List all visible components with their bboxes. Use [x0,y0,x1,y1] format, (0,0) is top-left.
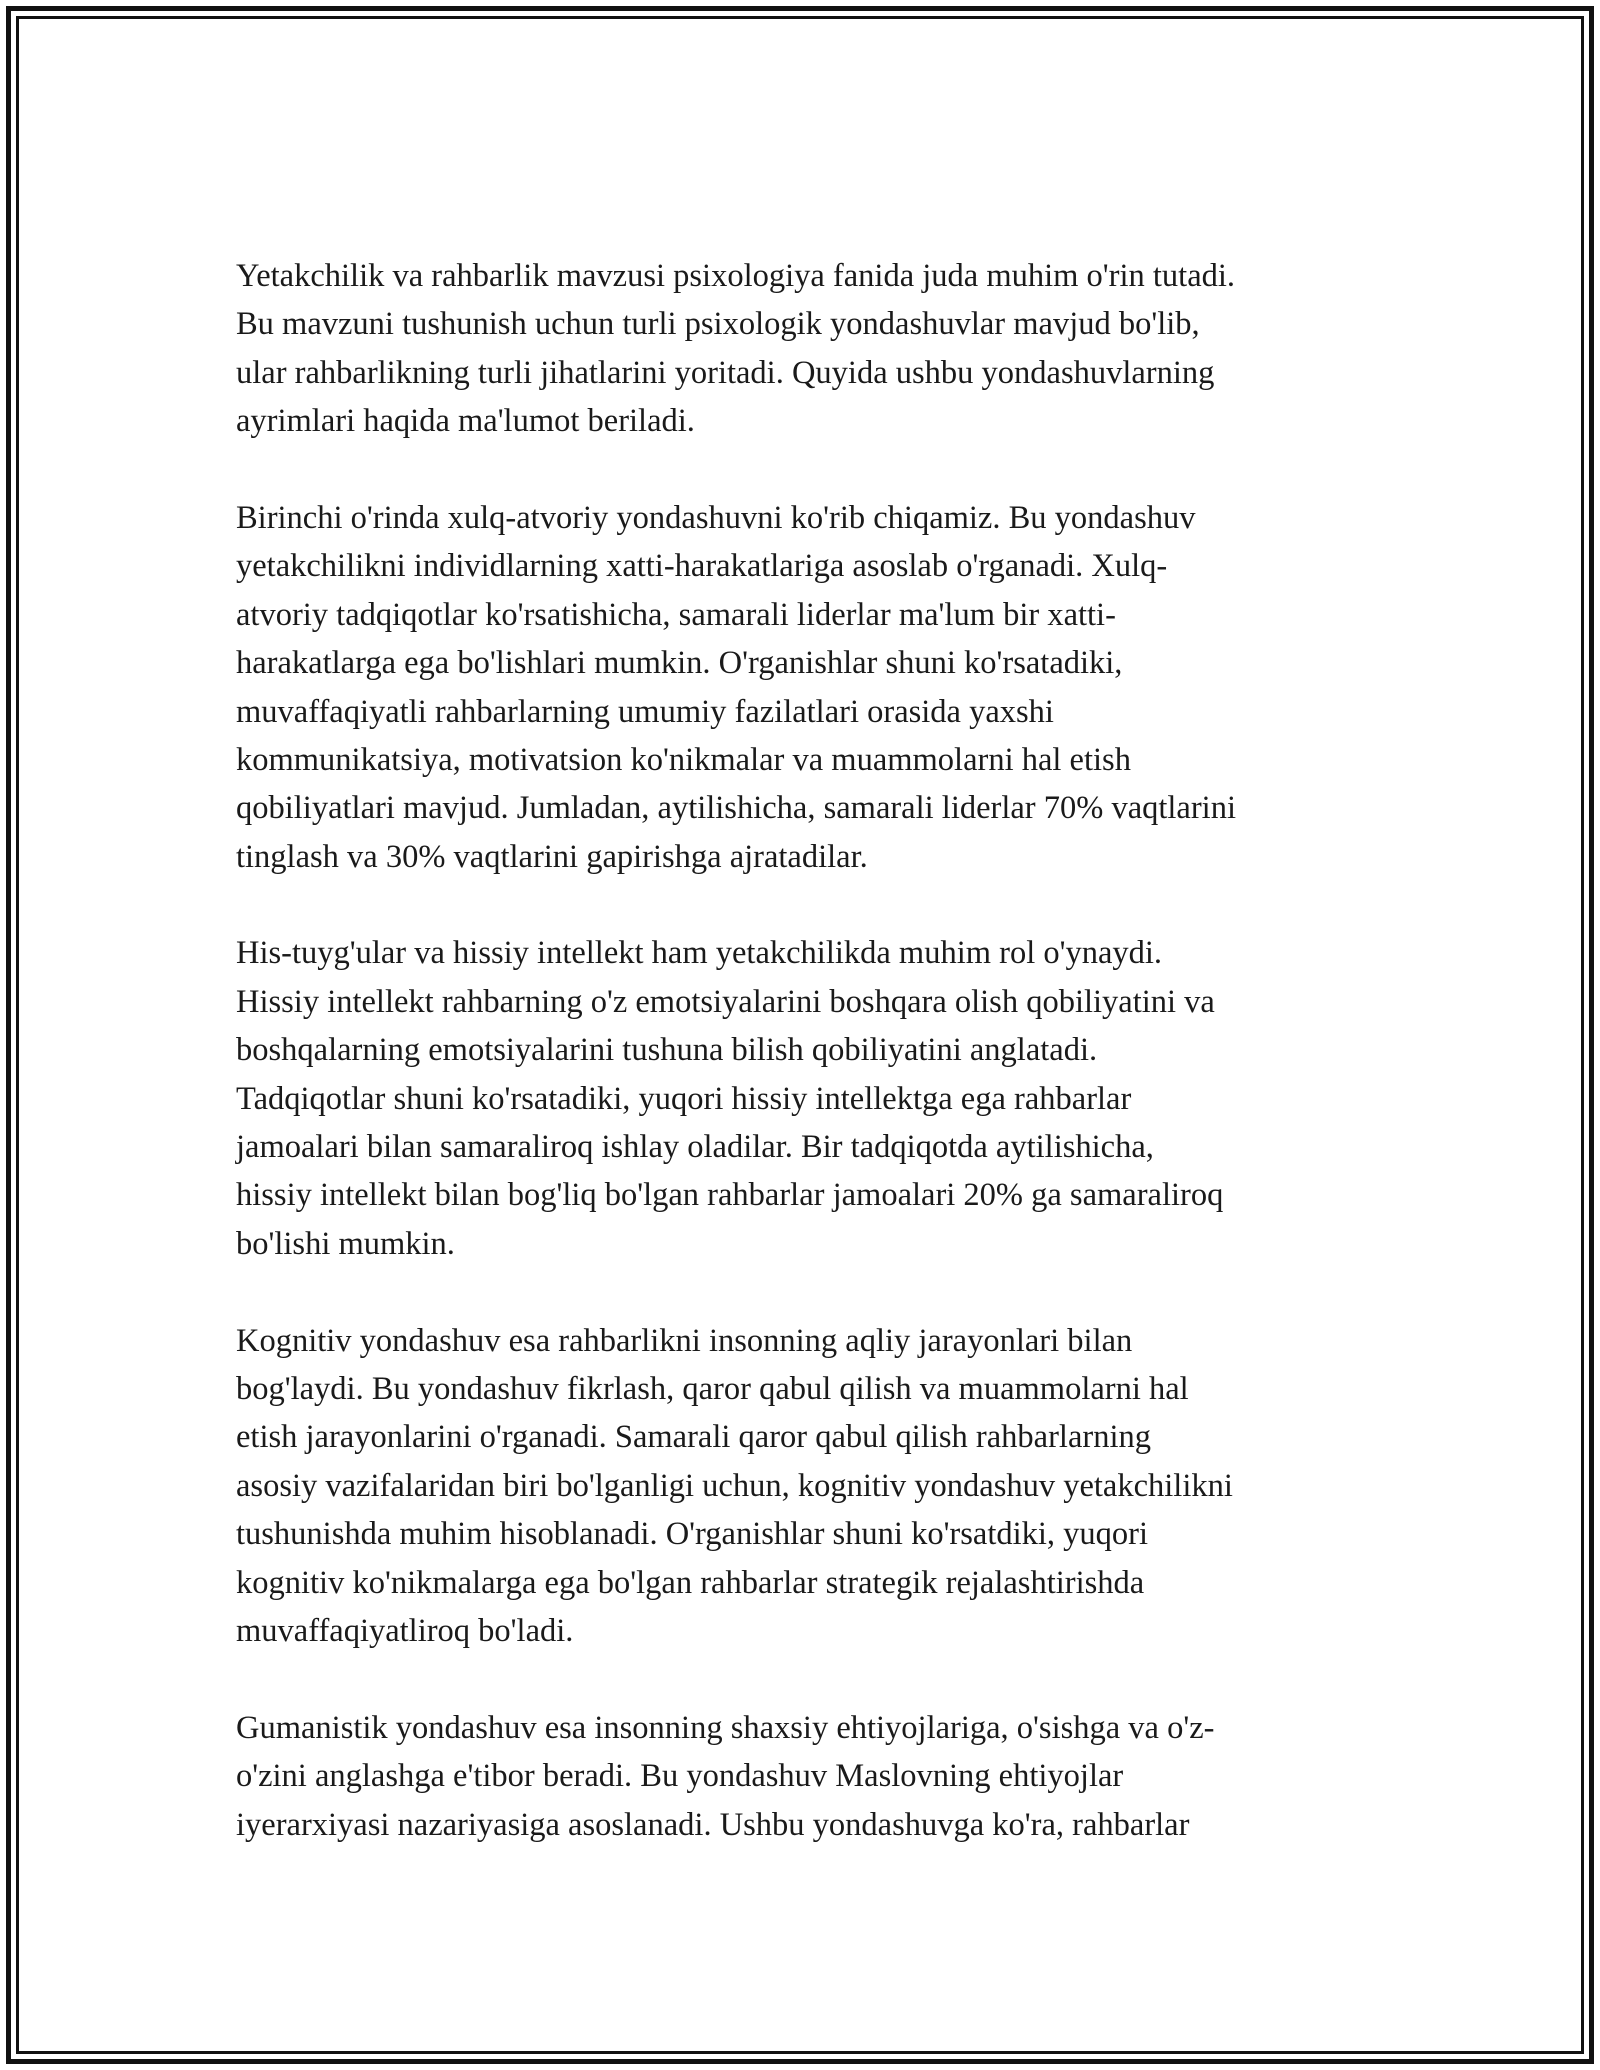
paragraph-intro [236,252,1376,446]
paragraph-emotional [236,929,1376,1268]
paragraph-cognitive [236,1317,1376,1656]
paragraph-humanistic [236,1704,1376,1849]
text-line: ayrimlari haqida ma'lumot beriladi. [236,403,695,440]
text-line: etish jarayonlarini o'rganadi. Samarali qaror qabul qilish rahbarlarning [236,1419,1151,1456]
text-line: tinglash va 30% vaqtlarini gapirishga ajratadilar. [236,838,868,875]
text-line: tushunishda muhim hisoblanadi. O'rganishlar shuni ko'rsatdiki, yuqori [236,1516,1149,1553]
text-line: hissiy intellekt bilan bog'liq bo'lgan rahbarlar jamoalari 20% ga samaraliroq [236,1177,1224,1214]
text-line: bo'lishi mumkin. [236,1225,455,1262]
text-line: jamoalari bilan samaraliroq ishlay oladilar. Bir tadqiqotda aytilishicha, [236,1129,1154,1166]
text-line: Kognitiv yondashuv esa rahbarlikni insonning aqliy jarayonlari bilan [236,1322,1133,1359]
text-line: Gumanistik yondashuv esa insonning shaxsiy ehtiyojlariga, o'sishga va o'z- [236,1709,1215,1746]
text-line: qobiliyatlari mavjud. Jumladan, aytilishicha, samarali liderlar 70% vaqtlarini [236,790,1236,827]
text-line: atvoriy tadqiqotlar ko'rsatishicha, samarali liderlar ma'lum bir xatti- [236,596,1116,633]
text-line: Bu mavzuni tushunish uchun turli psixologik yondashuvlar mavjud bo'lib, [236,306,1200,343]
text-line: Hissiy intellekt rahbarning o'z emotsiyalarini boshqara olish qobiliyatini va [236,983,1215,1020]
text-line: Tadqiqotlar shuni ko'rsatadiki, yuqori hissiy intellektga ega rahbarlar [236,1080,1132,1117]
text-line: Yetakchilik va rahbarlik mavzusi psixologiya fanida juda muhim o'rin tutadi. [236,258,1236,294]
text-line: muvaffaqiyatliroq bo'ladi. [236,1612,574,1649]
document-body [236,252,1376,1897]
text-line: harakatlarga ega bo'lishlari mumkin. O'rganishlar shuni ko'rsatadiki, [236,645,1123,682]
text-line: iyerarxiyasi nazariyasiga asoslanadi. Ushbu yondashuvga ko'ra, rahbarlar [236,1806,1190,1843]
text-line: kommunikatsiya, motivatsion ko'nikmalar va muammolarni hal etish [236,741,1131,778]
text-line: Birinchi o'rinda xulq-atvoriy yondashuvni ko'rib chiqamiz. Bu yondashuv [236,499,1196,536]
text-line: His-tuyg'ular va hissiy intellekt ham yetakchilikda muhim rol o'ynaydi. [236,935,1163,972]
paragraph-behavioral [236,494,1376,881]
text-line: yetakchilikni individlarning xatti-harakatlariga asoslab o'rganadi. Xulq- [236,548,1168,585]
text-line: kognitiv ko'nikmalarga ega bo'lgan rahbarlar strategik rejalashtirishda [236,1564,1145,1601]
text-line: o'zini anglashga e'tibor beradi. Bu yondashuv Maslovning ehtiyojlar [236,1758,1124,1795]
text-line: asosiy vazifalaridan biri bo'lganligi uchun, kognitiv yondashuv yetakchilikni [236,1467,1233,1504]
text-line: muvaffaqiyatli rahbarlarning umumiy fazilatlari orasida yaxshi [236,693,1054,730]
text-line: boshqalarning emotsiyalarini tushuna bilish qobiliyatini anglatadi. [236,1032,1098,1069]
text-line: bog'laydi. Bu yondashuv fikrlash, qaror qabul qilish va muammolarni hal [236,1370,1189,1407]
text-line: ular rahbarlikning turli jihatlarini yoritadi. Quyida ushbu yondashuvlarning [236,354,1215,391]
